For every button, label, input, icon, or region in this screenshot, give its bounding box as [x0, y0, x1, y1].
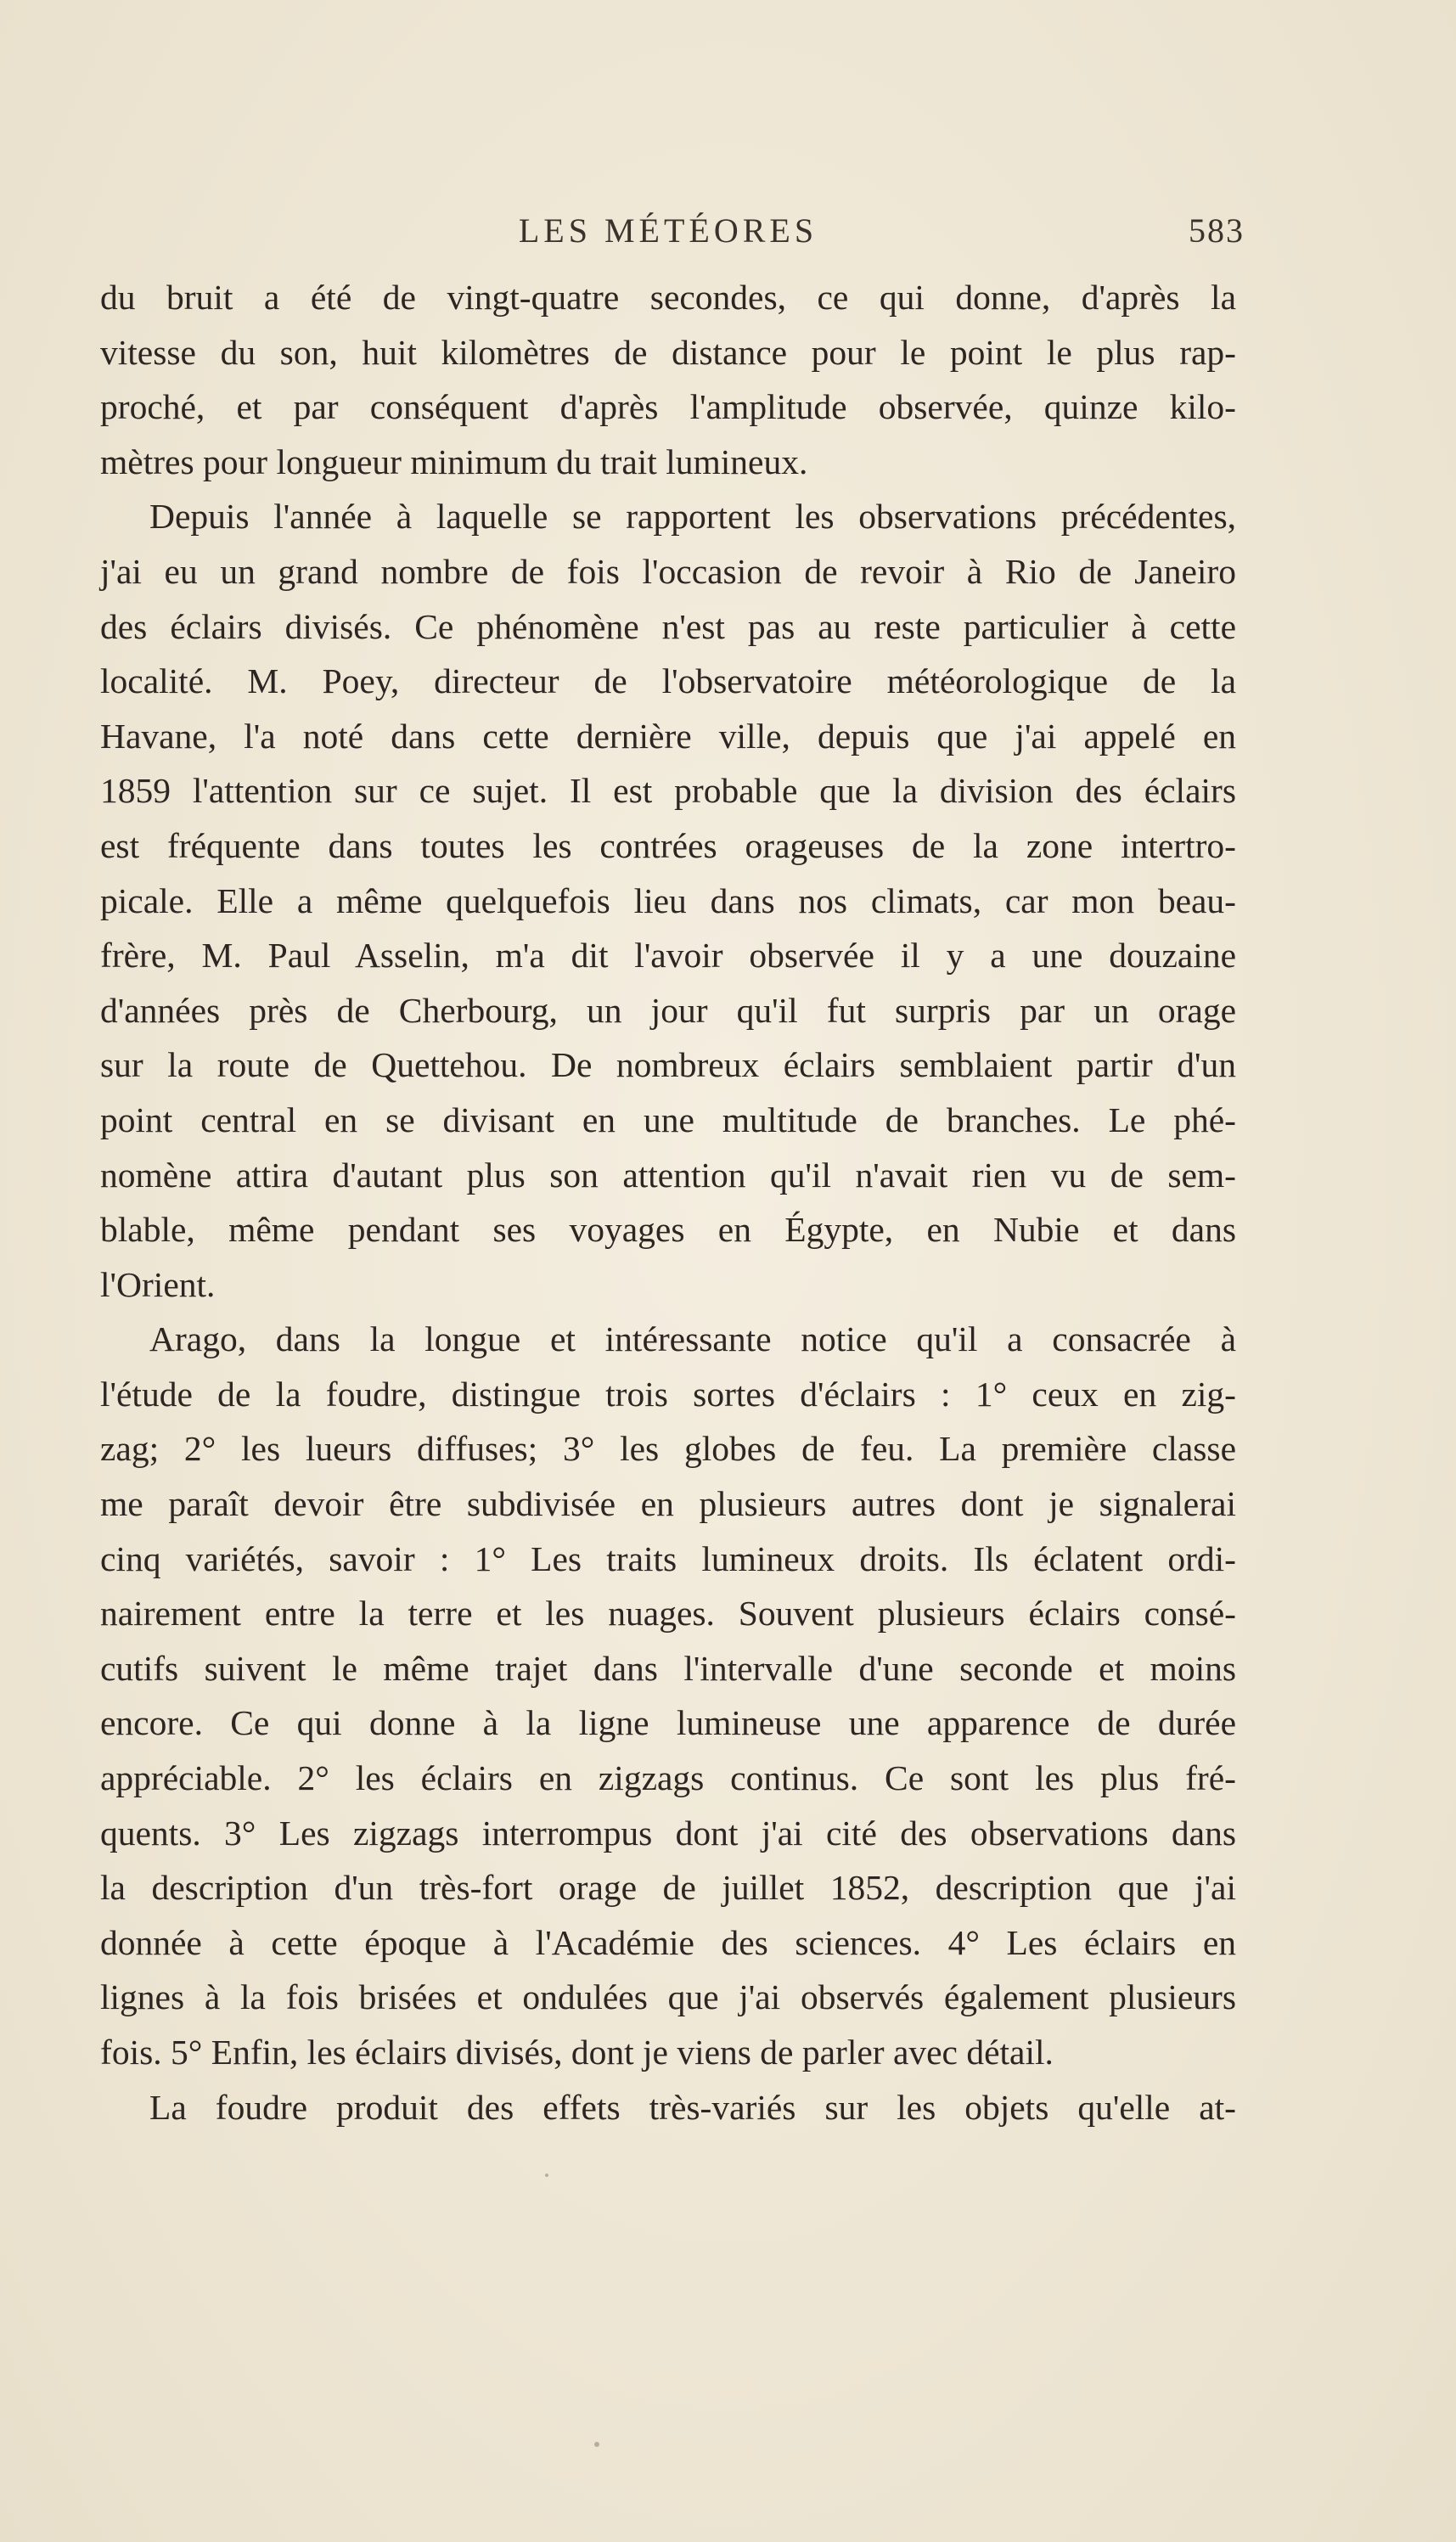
text-line: encore. Ce qui donne à la ligne lumineuse une apparence de durée	[100, 1703, 1236, 1743]
text-line: cutifs suivent le même trajet dans l'intervalle d'une seconde et moins	[100, 1648, 1236, 1688]
text-line: j'ai eu un grand nombre de fois l'occasion de revoir à Rio de Janeiro	[100, 551, 1236, 591]
page-number: 583	[1189, 211, 1245, 250]
running-head	[100, 211, 1245, 262]
text-line: zag; 2° les lueurs diffuses; 3° les globes de feu. La première classe	[100, 1429, 1236, 1469]
text-line: point central en se divisant en une multitude de branches. Le phé-	[100, 1099, 1236, 1139]
text-line: la description d'un très-fort orage de juillet 1852, description que j'ai	[100, 1868, 1236, 1908]
text-line: proché, et par conséquent d'après l'amplitude observée, quinze kilo-	[100, 387, 1236, 427]
text-line: Havane, l'a noté dans cette dernière ville, depuis que j'ai appelé en	[100, 716, 1236, 756]
text-line: du bruit a été de vingt-quatre secondes, ce qui donne, d'après la	[100, 278, 1236, 317]
text-line: d'années près de Cherbourg, un jour qu'il fut surpris par un orage	[100, 990, 1236, 1030]
paragraph-start-line: Arago, dans la longue et intéressante notice qu'il a consacrée à	[149, 1319, 1236, 1359]
text-line: des éclairs divisés. Ce phénomène n'est pas au reste particulier à cette	[100, 606, 1236, 646]
text-line: cinq variétés, savoir : 1° Les traits lumineux droits. Ils éclatent ordi-	[100, 1538, 1236, 1578]
text-line: lignes à la fois brisées et ondulées que j'ai observés également plusieurs	[100, 1977, 1236, 2017]
body-text	[100, 270, 1236, 2134]
text-line: localité. M. Poey, directeur de l'observatoire météorologique de la	[100, 661, 1236, 701]
paragraph-start-line: Depuis l'année à laquelle se rapportent les observations précédentes,	[149, 497, 1236, 537]
text-line: nairement entre la terre et les nuages. Souvent plusieurs éclairs consé-	[100, 1594, 1236, 1634]
book-page	[100, 211, 1245, 2134]
text-line: donnée à cette époque à l'Académie des sciences. 4° Les éclairs en	[100, 1922, 1236, 1962]
paper-speck	[594, 2442, 599, 2447]
text-line: 1859 l'attention sur ce sujet. Il est probable que la division des éclairs	[100, 771, 1236, 811]
text-line: blable, même pendant ses voyages en Égypte, en Nubie et dans	[100, 1210, 1236, 1250]
text-line: sur la route de Quettehou. De nombreux éclairs semblaient partir d'un	[100, 1045, 1236, 1085]
text-line: appréciable. 2° les éclairs en zigzags continus. Ce sont les plus fré-	[100, 1758, 1236, 1798]
text-line: picale. Elle a même quelquefois lieu dans nos climats, car mon beau-	[100, 880, 1236, 920]
paragraph-start-line: La foudre produit des effets très-variés sur les objets qu'elle at-	[149, 2087, 1236, 2127]
running-title: LES MÉTÉORES	[518, 211, 818, 250]
text-line: est fréquente dans toutes les contrées orageuses de la zone intertro-	[100, 825, 1236, 865]
text-line: frère, M. Paul Asselin, m'a dit l'avoir observée il y a une douzaine	[100, 936, 1236, 976]
text-line: l'étude de la foudre, distingue trois sortes d'éclairs : 1° ceux en zig-	[100, 1374, 1236, 1414]
text-line: fois. 5° Enfin, les éclairs divisés, dont je viens de parler avec détail.	[100, 2033, 1054, 2072]
text-line: me paraît devoir être subdivisée en plusieurs autres dont je signalerai	[100, 1484, 1236, 1524]
text-line: vitesse du son, huit kilomètres de distance pour le point le plus rap-	[100, 332, 1236, 372]
text-line: l'Orient.	[100, 1264, 216, 1304]
text-line: mètres pour longueur minimum du trait lumineux.	[100, 441, 808, 481]
text-line: nomène attira d'autant plus son attention qu'il n'avait rien vu de sem-	[100, 1155, 1236, 1195]
text-line: quents. 3° Les zigzags interrompus dont j'ai cité des observations dans	[100, 1813, 1236, 1853]
paper-speck	[545, 2174, 548, 2177]
